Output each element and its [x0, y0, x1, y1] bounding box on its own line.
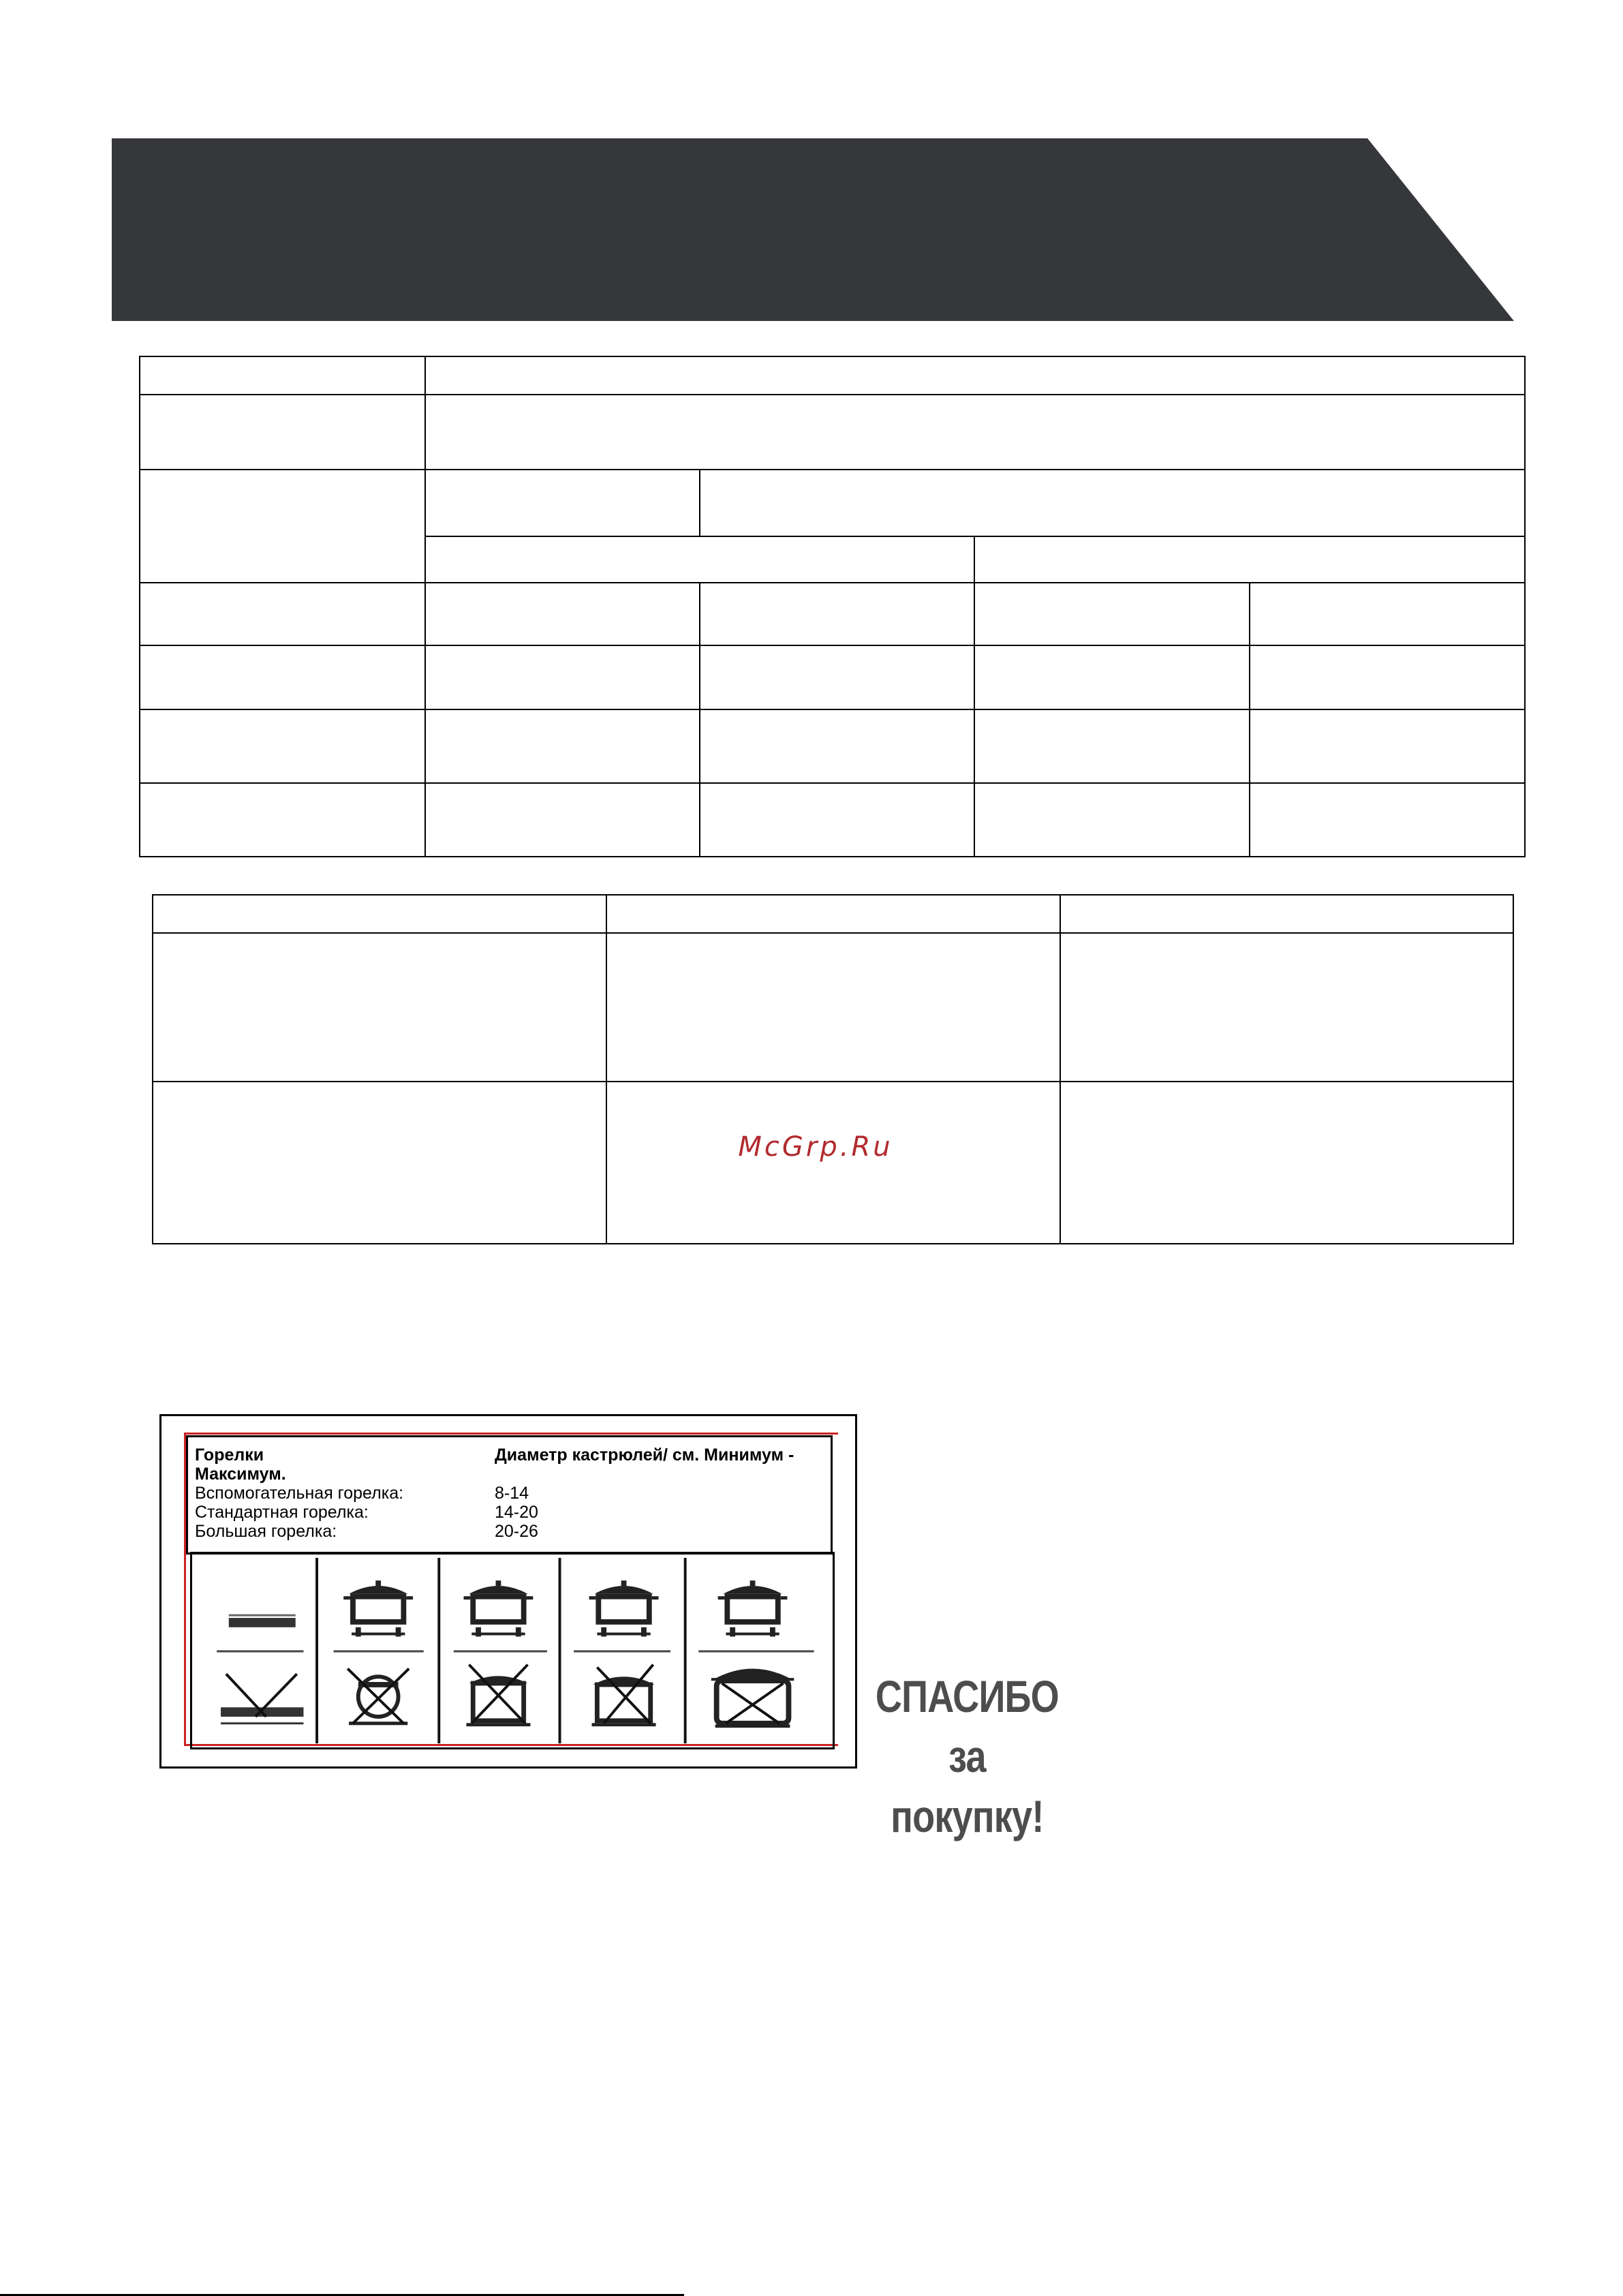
table-cell: [1060, 933, 1513, 1082]
pot-on-burner-icon: [718, 1580, 788, 1636]
table-cell: [140, 709, 425, 783]
table-cell: [140, 470, 425, 583]
table-cell: [606, 895, 1060, 933]
large-pot-crossed-icon: [711, 1668, 794, 1726]
spec-row: [140, 395, 1525, 470]
table-cell: [1250, 783, 1525, 857]
thank-you-text: [872, 1666, 1062, 1846]
table-cell: [425, 536, 974, 583]
table-cell: [425, 470, 700, 536]
table-cell: [153, 1082, 606, 1244]
spec-row: [140, 356, 1525, 395]
table-cell: [140, 783, 425, 857]
table-cell: [425, 783, 700, 857]
table-cell: [425, 709, 700, 783]
table-cell: [1060, 1082, 1513, 1244]
watermark-text: McGrp.Ru: [738, 1131, 893, 1163]
table-cell: [1250, 709, 1525, 783]
table-cell: [425, 356, 1525, 395]
diameter-heading: Диаметр кастрюлей/ см. Минимум -: [495, 1445, 794, 1465]
burner-name: Вспомогательная горелка:: [195, 1484, 404, 1503]
table-cell: [974, 645, 1250, 709]
pot-crossed-icon: [466, 1665, 530, 1725]
burner-range: 8-14: [495, 1484, 529, 1503]
table-cell: [140, 356, 425, 395]
spec-row: [140, 783, 1525, 857]
table-cell: [974, 583, 1250, 645]
pan-size-text: [186, 1435, 833, 1555]
table-cell: [140, 583, 425, 645]
table-cell: [974, 783, 1250, 857]
burner-range: 14-20: [495, 1503, 538, 1522]
table-cell: [153, 933, 606, 1082]
table-cell: [140, 395, 425, 470]
griddle-crossed-icon: [221, 1674, 303, 1723]
table-cell: [606, 933, 1060, 1082]
table-cell: [1250, 583, 1525, 645]
table-cell: [974, 536, 1525, 583]
table-cell: [425, 583, 700, 645]
spec-row: [140, 709, 1525, 783]
pan-size-guide: [159, 1414, 857, 1769]
header-banner: [112, 138, 1514, 321]
burner-name: Стандартная горелка:: [195, 1503, 369, 1522]
burner-name: Большая горелка:: [195, 1522, 337, 1541]
table-cell: [974, 709, 1250, 783]
griddle-icon: [229, 1615, 296, 1627]
cookware-icons: [190, 1552, 835, 1749]
table-cell: [153, 895, 606, 933]
spec-row: [140, 470, 1525, 536]
burner-range: 20-26: [495, 1522, 538, 1541]
thank-you-line1: СПАСИБО: [875, 1671, 1059, 1721]
burners-heading: Горелки: [195, 1445, 264, 1465]
table-cell: [1060, 895, 1513, 933]
table-cell: [700, 709, 974, 783]
thank-you-line2: за покупку!: [891, 1731, 1044, 1841]
pot-on-burner-icon: [589, 1580, 659, 1636]
table-cell: [140, 645, 425, 709]
table-cell: [1250, 645, 1525, 709]
table-cell: [700, 645, 974, 709]
cookware-row: [153, 1082, 1513, 1244]
table-cell: [700, 783, 974, 857]
burners-heading-cont: Максимум.: [195, 1465, 286, 1484]
cookware-icons-svg: [192, 1554, 833, 1747]
cookware-row: [153, 895, 1513, 933]
small-pot-crossed-icon: [347, 1668, 409, 1723]
spec-row: [140, 645, 1525, 709]
table-cell: [425, 645, 700, 709]
table-cell: [425, 395, 1525, 470]
table-cell: [700, 583, 974, 645]
spec-row: [140, 583, 1525, 645]
cookware-table: [152, 894, 1514, 1244]
pot-crossed-icon: [592, 1665, 656, 1725]
cookware-row: [153, 933, 1513, 1082]
pot-on-burner-icon: [343, 1580, 413, 1636]
table-cell: [700, 470, 1525, 536]
spec-table: [139, 356, 1526, 857]
pot-on-burner-icon: [464, 1580, 534, 1636]
table-cell: [606, 1082, 1060, 1244]
